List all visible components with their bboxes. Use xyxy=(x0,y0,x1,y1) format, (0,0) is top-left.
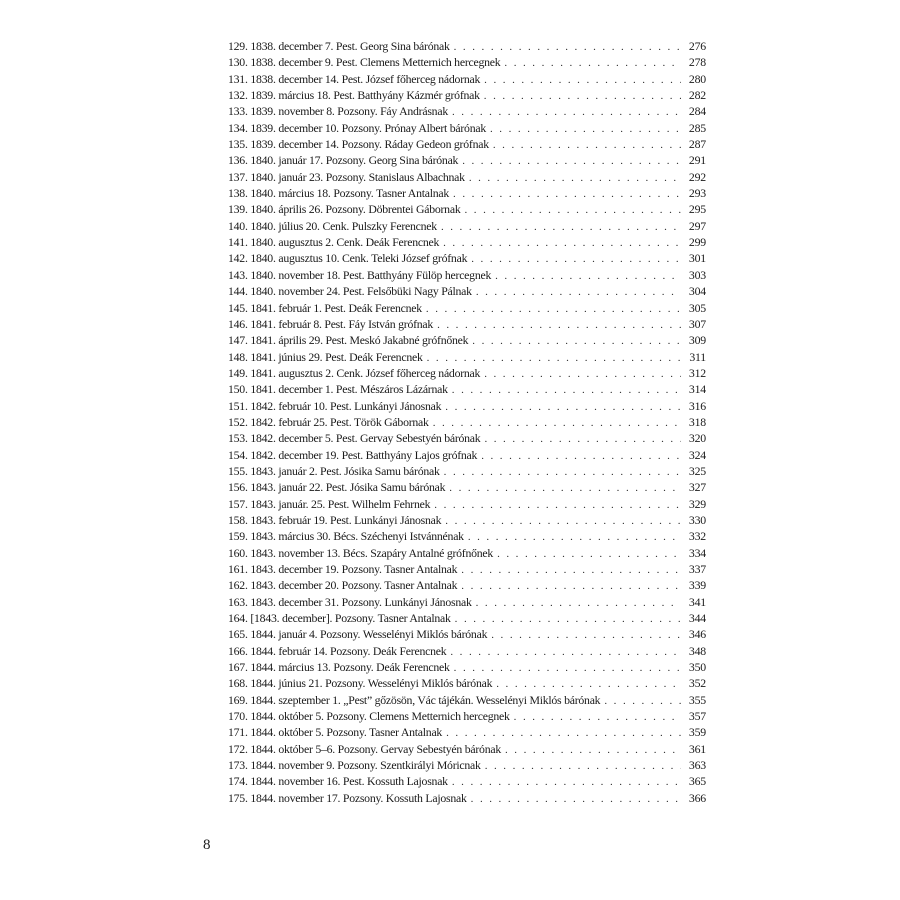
toc-entry-page: 359 xyxy=(688,725,706,740)
toc-entry-page: 276 xyxy=(688,39,706,53)
toc-entry-page: 320 xyxy=(688,431,706,446)
toc-entry-page: 350 xyxy=(688,660,706,675)
toc-entry-title: 146. 1841. február 8. Pest. Fáy István grófnak xyxy=(228,316,434,331)
dot-leader xyxy=(481,448,681,464)
dot-leader xyxy=(452,774,681,790)
dot-leader xyxy=(505,742,681,758)
dot-leader xyxy=(443,235,681,251)
toc-entry-page: 355 xyxy=(688,692,706,707)
toc-entry xyxy=(228,169,706,185)
toc-entry xyxy=(228,103,706,119)
toc-entry-title: 157. 1843. január. 25. Pest. Wilhelm Fehrnek xyxy=(228,496,431,511)
dot-leader xyxy=(441,219,681,235)
toc-entry-page: 324 xyxy=(688,447,706,462)
toc-entry-title: 172. 1844. október 5–6. Pozsony. Gervay Sebestyén bárónak xyxy=(228,741,501,756)
toc-entry xyxy=(228,300,706,316)
toc-entry-page: 285 xyxy=(688,120,706,135)
toc-entry-title: 160. 1843. november 13. Bécs. Szapáry Antalné grófnőnek xyxy=(228,545,494,560)
toc-entry-title: 152. 1842. február 25. Pest. Török Gábornak xyxy=(228,414,429,429)
toc-entry-title: 162. 1843. december 20. Pozsony. Tasner Antalnak xyxy=(228,578,458,593)
toc-entry-title: 133. 1839. november 8. Pozsony. Fáy Andrásnak xyxy=(228,104,448,119)
toc-entry-title: 174. 1844. november 16. Pest. Kossuth Lajosnak xyxy=(228,774,448,789)
toc-entry-page: 346 xyxy=(688,627,706,642)
toc-entry-title: 155. 1843. január 2. Pest. Jósika Samu bárónak xyxy=(228,463,440,478)
dot-leader xyxy=(514,709,681,725)
toc-entry-title: 170. 1844. október 5. Pozsony. Clemens Metternich hercegnek xyxy=(228,709,510,724)
dot-leader xyxy=(504,55,681,71)
toc-entry-title: 163. 1843. december 31. Pozsony. Lunkányi Jánosnak xyxy=(228,594,472,609)
toc-entry xyxy=(228,38,706,54)
toc-entry-title: 156. 1843. január 22. Pest. Jósika Samu bárónak xyxy=(228,480,446,495)
toc-entry xyxy=(228,741,706,757)
toc-entry xyxy=(228,120,706,136)
toc-entry-title: 173. 1844. november 9. Pozsony. Szentkirályi Móricnak xyxy=(228,758,481,773)
toc-entry-title: 153. 1842. december 5. Pest. Gervay Sebestyén bárónak xyxy=(228,431,481,446)
toc-entry-page: 363 xyxy=(688,758,706,773)
toc-entry-page: 316 xyxy=(688,398,706,413)
toc-entry xyxy=(228,496,706,512)
dot-leader xyxy=(437,317,681,333)
toc-entry-page: 309 xyxy=(688,333,706,348)
toc-entry xyxy=(228,152,706,168)
dot-leader xyxy=(445,513,681,529)
toc-entry xyxy=(228,414,706,430)
toc-entry-page: 280 xyxy=(688,71,706,86)
toc-entry-title: 169. 1844. szeptember 1. „Pest” gőzösön, Vác tájékán. Wesselényi Miklós bárónak xyxy=(228,692,601,707)
toc-entry-page: 327 xyxy=(688,480,706,495)
toc-entry-page: 334 xyxy=(688,545,706,560)
toc-entry xyxy=(228,610,706,626)
toc-entry-title: 131. 1838. december 14. Pest. József főherceg nádornak xyxy=(228,71,481,86)
toc-entry-page: 295 xyxy=(688,202,706,217)
toc-entry-title: 130. 1838. december 9. Pest. Clemens Metternich hercegnek xyxy=(228,55,501,70)
dot-leader xyxy=(446,725,681,741)
dot-leader xyxy=(490,121,681,137)
toc-entry-page: 312 xyxy=(688,365,706,380)
toc-entry-title: 140. 1840. július 20. Cenk. Pulszky Ferencnek xyxy=(228,218,437,233)
toc-entry-title: 175. 1844. november 17. Pozsony. Kossuth Lajosnak xyxy=(228,790,467,805)
dot-leader xyxy=(454,660,681,676)
toc-entry xyxy=(228,512,706,528)
dot-leader xyxy=(491,627,681,643)
toc-entry-title: 171. 1844. október 5. Pozsony. Tasner Antalnak xyxy=(228,725,443,740)
dot-leader xyxy=(444,464,681,480)
toc-entry-title: 134. 1839. december 10. Pozsony. Prónay Albert bárónak xyxy=(228,120,486,135)
toc-entry xyxy=(228,381,706,397)
toc-entry-title: 148. 1841. június 29. Pest. Deák Ferencnek xyxy=(228,349,423,364)
toc-entry xyxy=(228,757,706,773)
toc-entry-page: 278 xyxy=(688,55,706,70)
toc-entry-title: 165. 1844. január 4. Pozsony. Wesselényi Miklós bárónak xyxy=(228,627,488,642)
toc-entry xyxy=(228,54,706,70)
toc-entry xyxy=(228,87,706,103)
toc-entry-page: 352 xyxy=(688,676,706,691)
toc-entry xyxy=(228,773,706,789)
toc-entry-page: 305 xyxy=(688,300,706,315)
toc-entry-page: 318 xyxy=(688,414,706,429)
toc-entry xyxy=(228,234,706,250)
toc-entry-page: 365 xyxy=(688,774,706,789)
toc-entry-title: 168. 1844. június 21. Pozsony. Wesselényi Miklós bárónak xyxy=(228,676,493,691)
dot-leader xyxy=(462,153,681,169)
table-of-contents xyxy=(228,38,706,806)
toc-entry-page: 311 xyxy=(689,349,706,364)
dot-leader xyxy=(461,578,681,594)
dot-leader xyxy=(485,758,681,774)
toc-entry-page: 341 xyxy=(688,594,706,609)
toc-entry xyxy=(228,71,706,87)
toc-entry xyxy=(228,479,706,495)
toc-entry-title: 147. 1841. április 29. Pest. Meskó Jakabné grófnőnek xyxy=(228,333,469,348)
toc-entry xyxy=(228,349,706,365)
dot-leader xyxy=(433,415,681,431)
toc-entry xyxy=(228,447,706,463)
toc-entry xyxy=(228,724,706,740)
toc-entry-title: 149. 1841. augusztus 2. Cenk. József főherceg nádornak xyxy=(228,365,481,380)
toc-entry-title: 159. 1843. március 30. Bécs. Széchenyi Istvánnénak xyxy=(228,529,464,544)
toc-entry-page: 361 xyxy=(688,741,706,756)
toc-entry-page: 291 xyxy=(688,153,706,168)
toc-entry-page: 304 xyxy=(688,284,706,299)
page-number: 8 xyxy=(203,837,211,853)
toc-entry xyxy=(228,675,706,691)
toc-entry-title: 143. 1840. november 18. Pest. Batthyány Fülöp hercegnek xyxy=(228,267,492,282)
toc-entry xyxy=(228,398,706,414)
toc-entry xyxy=(228,659,706,675)
dot-leader xyxy=(449,480,681,496)
toc-entry-page: 348 xyxy=(688,643,706,658)
toc-entry xyxy=(228,708,706,724)
toc-entry-title: 154. 1842. december 19. Pest. Batthyány Lajos grófnak xyxy=(228,447,478,462)
toc-entry-page: 282 xyxy=(688,88,706,103)
toc-entry-title: 158. 1843. február 19. Pest. Lunkányi Jánosnak xyxy=(228,512,442,527)
toc-entry-title: 135. 1839. december 14. Pozsony. Ráday Gedeon grófnak xyxy=(228,137,489,152)
dot-leader xyxy=(469,170,681,186)
dot-leader xyxy=(476,284,681,300)
toc-entry xyxy=(228,594,706,610)
toc-entry-page: 332 xyxy=(688,529,706,544)
toc-entry xyxy=(228,561,706,577)
dot-leader xyxy=(493,137,681,153)
toc-entry-title: 145. 1841. február 1. Pest. Deák Ferencnek xyxy=(228,300,422,315)
toc-entry-title: 144. 1840. november 24. Pest. Felsőbüki Nagy Pálnak xyxy=(228,284,472,299)
toc-entry xyxy=(228,185,706,201)
toc-entry-title: 132. 1839. március 18. Pest. Batthyány Kázmér grófnak xyxy=(228,88,480,103)
toc-entry xyxy=(228,528,706,544)
toc-entry-title: 150. 1841. december 1. Pest. Mészáros Lázárnak xyxy=(228,382,448,397)
toc-entry-title: 167. 1844. március 13. Pozsony. Deák Ferencnek xyxy=(228,660,450,675)
dot-leader xyxy=(445,399,681,415)
toc-entry xyxy=(228,218,706,234)
toc-entry xyxy=(228,267,706,283)
dot-leader xyxy=(452,104,681,120)
toc-entry-page: 357 xyxy=(688,709,706,724)
dot-leader xyxy=(484,366,681,382)
dot-leader xyxy=(495,268,681,284)
toc-entry-page: 287 xyxy=(688,137,706,152)
toc-entry xyxy=(228,463,706,479)
toc-entry-page: 330 xyxy=(688,512,706,527)
toc-entry-page: 292 xyxy=(688,169,706,184)
toc-entry xyxy=(228,545,706,561)
toc-entry-title: 161. 1843. december 19. Pozsony. Tasner Antalnak xyxy=(228,562,458,576)
dot-leader xyxy=(484,431,681,447)
toc-entry-page: 344 xyxy=(688,611,706,626)
dot-leader xyxy=(426,301,681,317)
toc-entry-page: 301 xyxy=(688,251,706,266)
toc-entry xyxy=(228,430,706,446)
toc-entry xyxy=(228,250,706,266)
toc-entry-page: 284 xyxy=(688,104,706,119)
toc-entry-title: 141. 1840. augusztus 2. Cenk. Deák Ferencnek xyxy=(228,235,440,250)
toc-entry xyxy=(228,692,706,708)
dot-leader xyxy=(454,39,681,55)
dot-leader xyxy=(461,562,681,578)
dot-leader xyxy=(604,693,681,709)
toc-entry-page: 339 xyxy=(688,578,706,593)
dot-leader xyxy=(450,644,681,660)
dot-leader xyxy=(471,791,681,807)
toc-entry xyxy=(228,643,706,659)
toc-entry-title: 139. 1840. április 26. Pozsony. Döbrentei Gábornak xyxy=(228,202,461,217)
toc-entry xyxy=(228,790,706,806)
toc-entry xyxy=(228,316,706,332)
toc-entry-title: 129. 1838. december 7. Pest. Georg Sina bárónak xyxy=(228,39,450,53)
dot-leader xyxy=(484,88,681,104)
toc-entry-title: 136. 1840. január 17. Pozsony. Georg Sina bárónak xyxy=(228,153,459,168)
dot-leader xyxy=(453,186,681,202)
dot-leader xyxy=(472,333,681,349)
toc-entry xyxy=(228,626,706,642)
dot-leader xyxy=(464,202,681,218)
toc-entry-page: 307 xyxy=(688,316,706,331)
dot-leader xyxy=(468,529,681,545)
dot-leader xyxy=(484,72,681,88)
toc-entry-page: 297 xyxy=(688,218,706,233)
toc-entry-page: 299 xyxy=(688,235,706,250)
toc-entry xyxy=(228,136,706,152)
toc-entry-title: 151. 1842. február 10. Pest. Lunkányi Jánosnak xyxy=(228,398,442,413)
toc-entry-page: 366 xyxy=(688,790,706,805)
toc-entry-page: 337 xyxy=(688,562,706,576)
toc-entry-title: 166. 1844. február 14. Pozsony. Deák Ferencnek xyxy=(228,643,447,658)
dot-leader xyxy=(427,350,681,366)
dot-leader xyxy=(496,676,681,692)
toc-entry-page: 314 xyxy=(688,382,706,397)
toc-entry xyxy=(228,283,706,299)
toc-entry-title: 142. 1840. augusztus 10. Cenk. Teleki József grófnak xyxy=(228,251,468,266)
toc-entry xyxy=(228,365,706,381)
dot-leader xyxy=(471,251,681,267)
dot-leader xyxy=(434,497,681,513)
toc-entry-title: 164. [1843. december]. Pozsony. Tasner Antalnak xyxy=(228,611,451,626)
toc-entry xyxy=(228,332,706,348)
toc-entry-page: 303 xyxy=(688,267,706,282)
toc-entry xyxy=(228,577,706,593)
dot-leader xyxy=(452,382,681,398)
toc-entry xyxy=(228,201,706,217)
toc-entry-page: 325 xyxy=(688,463,706,478)
dot-leader xyxy=(497,546,681,562)
dot-leader xyxy=(455,611,681,627)
toc-entry-page: 329 xyxy=(688,496,706,511)
toc-entry-title: 138. 1840. március 18. Pozsony. Tasner Antalnak xyxy=(228,186,450,201)
dot-leader xyxy=(476,595,681,611)
toc-entry-page: 293 xyxy=(688,186,706,201)
toc-entry-title: 137. 1840. január 23. Pozsony. Stanislaus Albachnak xyxy=(228,169,465,184)
